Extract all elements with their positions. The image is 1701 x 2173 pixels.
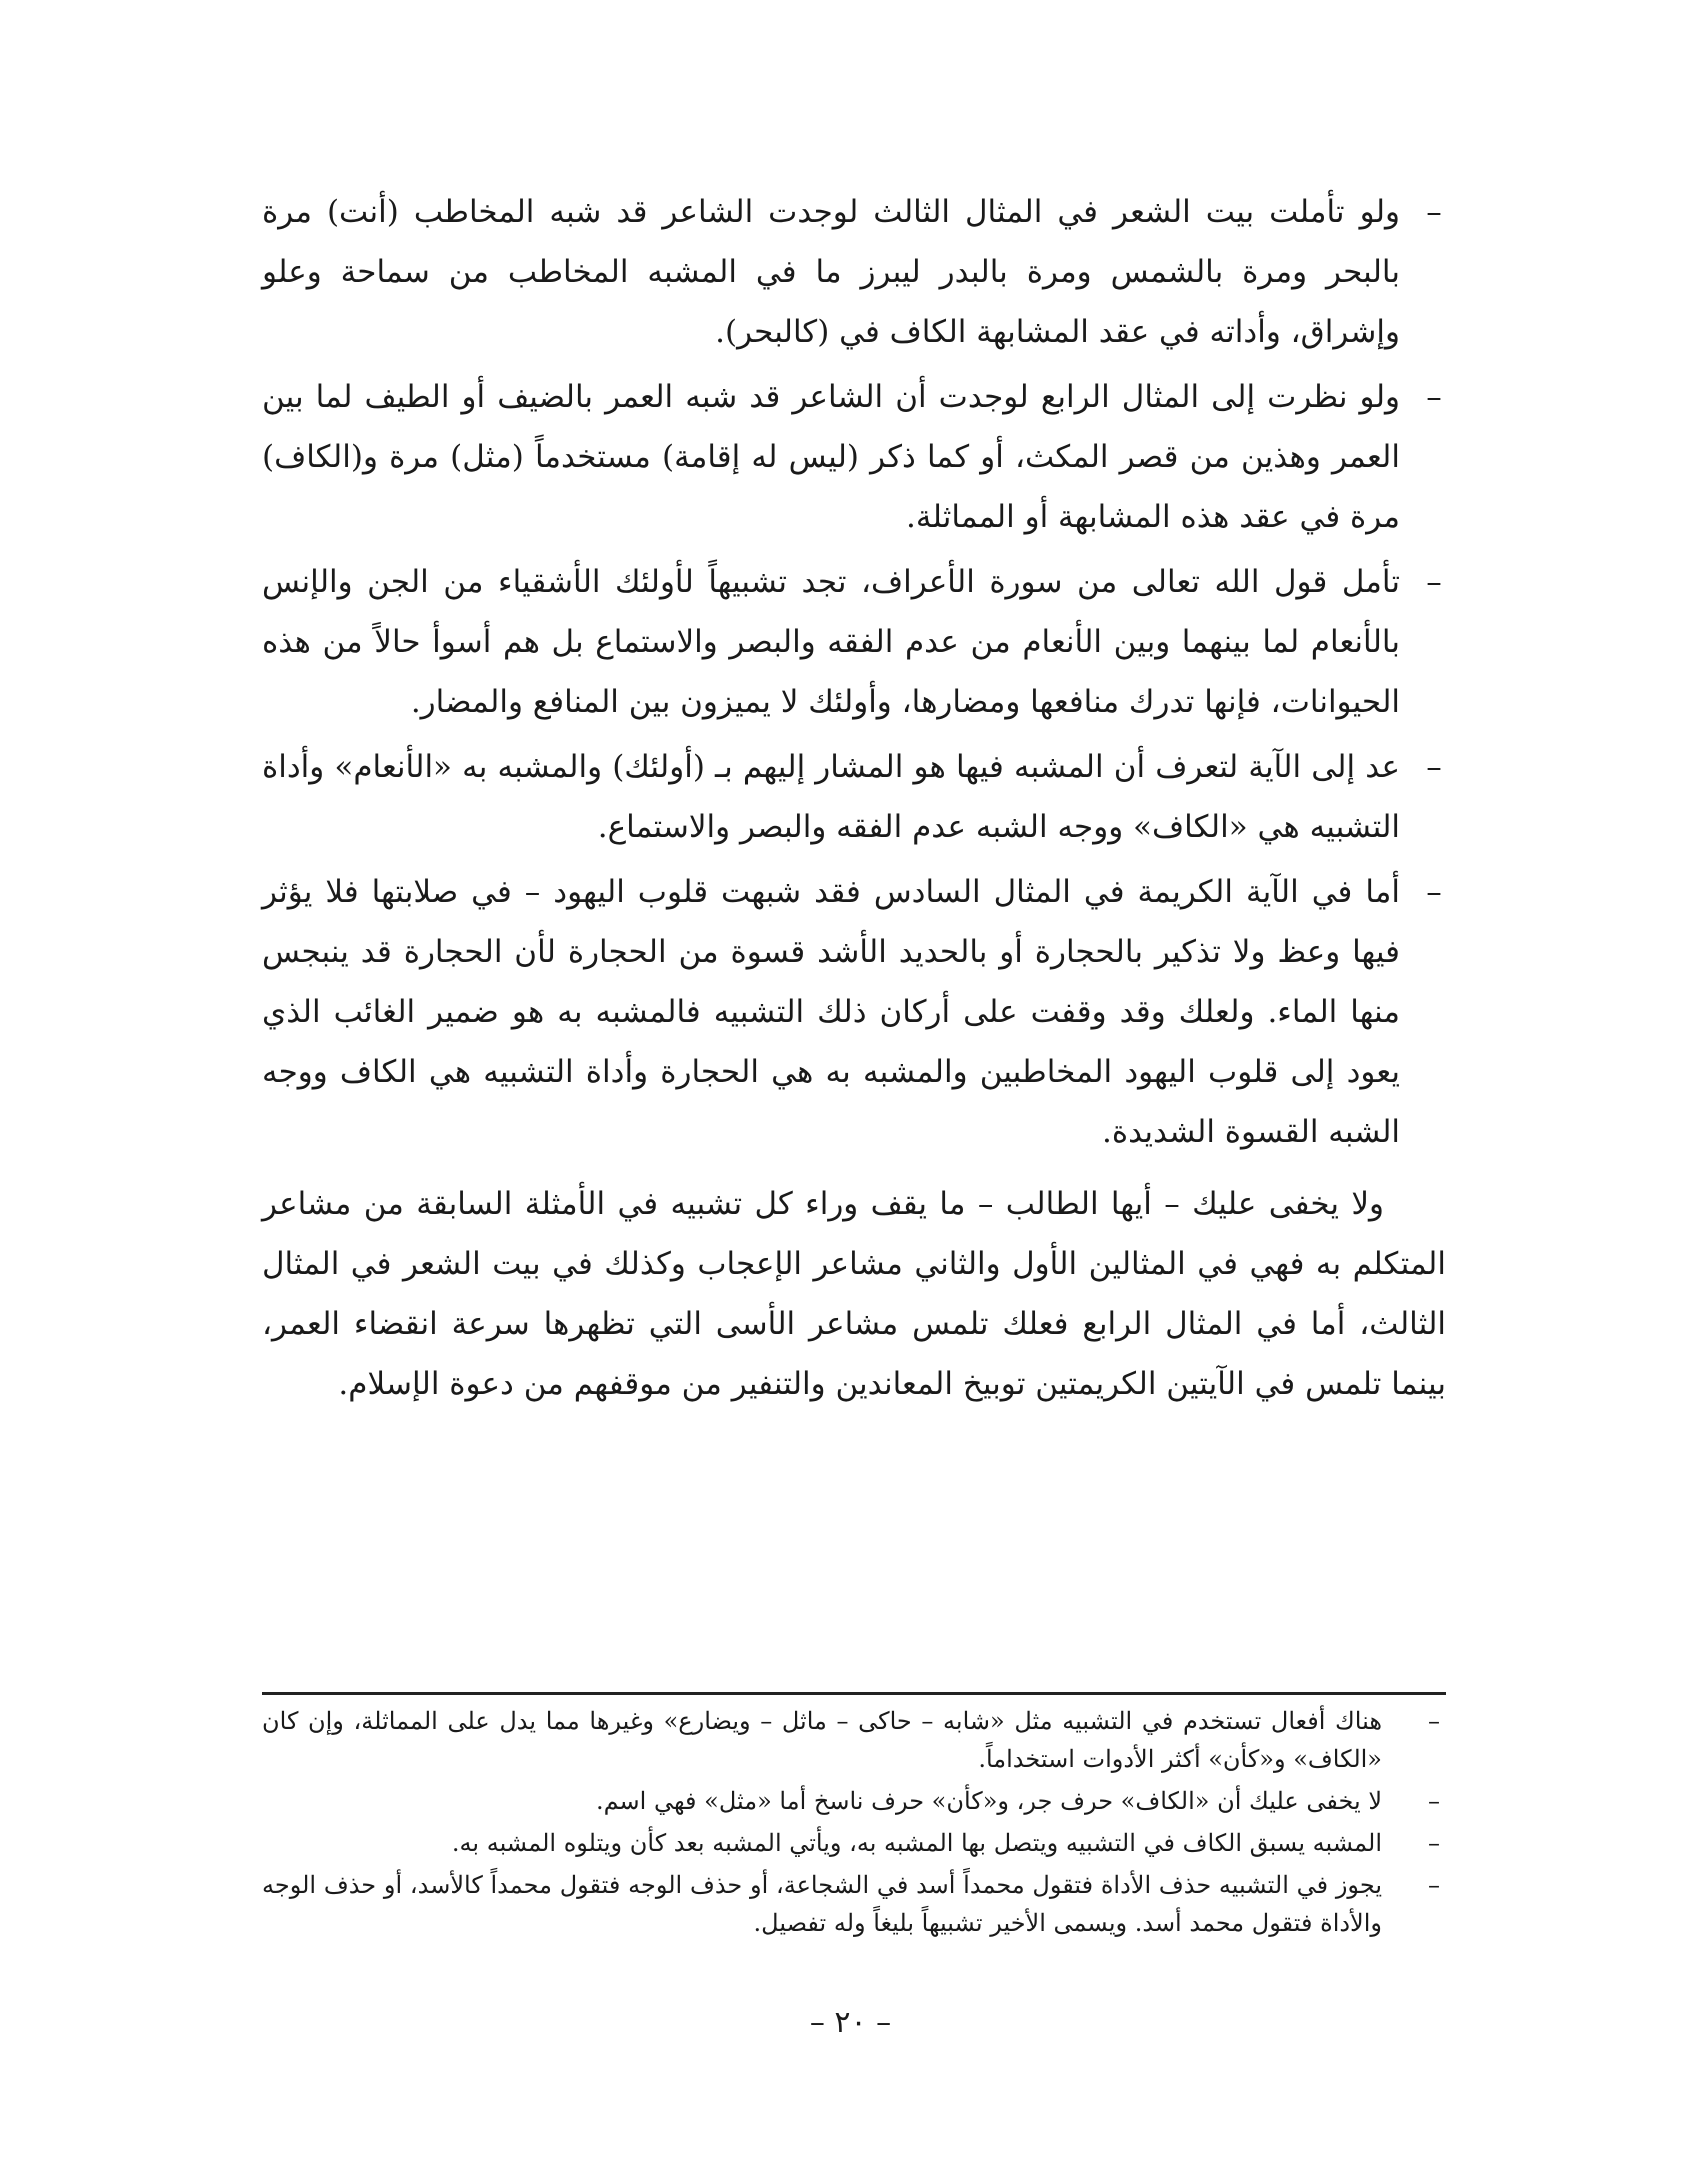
footnote-text: لا يخفى عليك أن «الكاف» حرف جر، و«كأن» حرف ناسخ أما «مثل» فهي اسم. [595, 1787, 1382, 1815]
bullet-text: ولو تأملت بيت الشعر في المثال الثالث لوجدت الشاعر قد شبه المخاطب (أنت) مرة بالبحر ومرة بالشمس ومرة بالبدر ليبرز ما في المشبه المخاطب من سماحة وعلو وإشراق، وأداته في عقد المشابهة الكاف في (كالبحر). [262, 194, 1400, 350]
bullet-item [262, 737, 1446, 857]
bullet-item [262, 552, 1446, 732]
footnote-text: المشبه يسبق الكاف في التشبيه ويتصل بها المشبه به، ويأتي المشبه بعد كأن ويتلوه المشبه به. [451, 1829, 1382, 1857]
footnote-dash: – [1428, 1787, 1440, 1815]
page-number: – ٢٠ – [809, 2005, 892, 2040]
bullet-item [262, 367, 1446, 547]
bullet-dash: – [1426, 194, 1442, 230]
main-text [262, 182, 1446, 1414]
bullet-text: ولو نظرت إلى المثال الرابع لوجدت أن الشاعر قد شبه العمر بالضيف أو الطيف لما بين العمر وهذين من قصر المكث، أو كما ذكر (ليس له إقامة) مستخدماً (مثل) مرة و(الكاف) مرة في عقد هذه المشابهة أو المماثلة. [262, 379, 1400, 535]
bullet-list [262, 182, 1446, 1162]
bullet-text: تأمل قول الله تعالى من سورة الأعراف، تجد تشبيهاً لأولئك الأشقياء من الجن والإنس بالأنعام لما بينهما وبين الأنعام من عدم الفقه والبصر والاستماع بل هم أسوأ حالاً من هذه الحيوانات، فإنها تدرك منافعها ومضارها، وأولئك لا يميزون بين المنافع والمضار. [262, 564, 1400, 720]
footnote-item [262, 1824, 1446, 1862]
footnote-text: هناك أفعال تستخدم في التشبيه مثل «شابه – حاكى – ماثل – ويضارع» وغيرها مما يدل على المماثلة، وإن كان «الكاف» و«كأن» أكثر الأدوات استخداماً. [262, 1707, 1382, 1773]
bullet-dash: – [1426, 564, 1442, 600]
footnote-text: يجوز في التشبيه حذف الأداة فتقول محمداً أسد في الشجاعة، أو حذف الوجه فتقول محمداً كالأسد، أو حذف الوجه والأداة فتقول محمد أسد. ويسمى الأخير تشبيهاً بليغاً وله تفصيل. [262, 1871, 1383, 1937]
bullet-dash: – [1426, 749, 1442, 785]
bullet-item [262, 182, 1446, 362]
bullet-item [262, 862, 1446, 1162]
footnote-item [262, 1866, 1446, 1942]
footnote-item [262, 1782, 1446, 1820]
footnote-divider [262, 1692, 1446, 1695]
footnote-item [262, 1702, 1446, 1778]
bullet-dash: – [1426, 874, 1442, 910]
footnote-dash: – [1428, 1707, 1440, 1735]
footnote-dash: – [1428, 1871, 1440, 1899]
closing-paragraph: ولا يخفى عليك – أيها الطالب – ما يقف وراء كل تشبيه في الأمثلة السابقة من مشاعر المتكلم به فهي في المثالين الأول والثاني مشاعر الإعجاب وكذلك في بيت الشعر في المثال الثالث، أما في المثال الرابع فعلك تلمس مشاعر الأسى التي تظهرها سرعة انقضاء العمر، بينما تلمس في الآيتين الكريمتين توبيخ المعاندين والتنفير من موقفهم من دعوة الإسلام. [262, 1186, 1446, 1402]
footnote-dash: – [1428, 1829, 1440, 1857]
bullet-text: أما في الآية الكريمة في المثال السادس فقد شبهت قلوب اليهود – في صلابتها فلا يؤثر فيها وعظ ولا تذكير بالحجارة أو بالحديد الأشد قسوة من الحجارة لأن الحجارة قد ينبجس منها الماء. ولعلك وقد وقفت على أركان ذلك التشبيه فالمشبه به هو ضمير الغائب الذي يعود إلى قلوب اليهود المخاطبين والمشبه به هي الحجارة وأداة التشبيه هي الكاف ووجه الشبه القسوة الشديدة. [262, 874, 1400, 1150]
bullet-text: عد إلى الآية لتعرف أن المشبه فيها هو المشار إليهم بـ (أولئك) والمشبه به «الأنعام» وأداة التشبيه هي «الكاف» ووجه الشبه عدم الفقه والبصر والاستماع. [262, 749, 1400, 845]
bullet-dash: – [1426, 379, 1442, 415]
footnotes [262, 1702, 1446, 1946]
